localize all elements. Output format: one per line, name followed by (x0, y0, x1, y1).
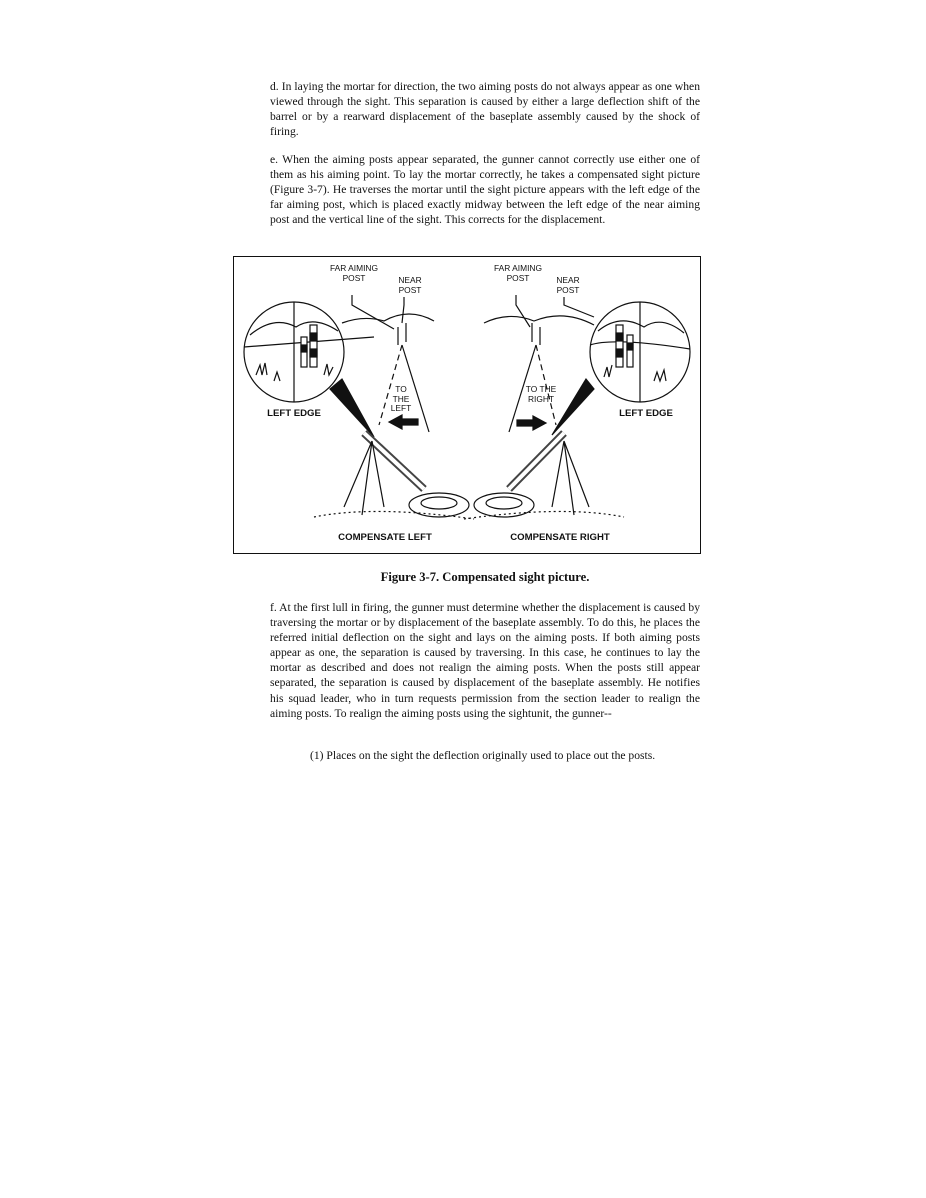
figure-caption: Figure 3-7. Compensated sight picture. (380, 570, 590, 584)
right-near-post-label: NEAR POST (556, 275, 580, 295)
right-direction-label: TO THE RIGHT (525, 384, 557, 404)
compensated-sight-illustration (234, 257, 700, 553)
left-direction-label: TO THE LEFT (390, 384, 412, 414)
paragraph-f: f. At the first lull in firing, the gunner must determine whether the displacement is caused by traversing the mortar or by displacement of the baseplate assembly. To do this, he places the referred initial deflection on the sight and lays on the aiming posts. If both aiming posts appear as one, the separation is caused by traversing. In this case, he continues to lay the mortar as described and does not realign the aiming posts. When the posts still appear separated, the separation is caused by displacement of the baseplate assembly. He notifies his squad leader, who in turn requests permission from the section leader to realign the aiming posts. To realign the aiming posts using the sightunit, the gunner-- (270, 601, 700, 720)
paragraph-d: d. In laying the mortar for direction, the two aiming posts do not always appear as one when viewed through the sight. This separation is caused by either a large deflection shift of the barrel or by a rearward displacement of the baseplate assembly caused by the shock of firing. (270, 80, 700, 139)
paragraph-e: e. When the aiming posts appear separated, the gunner cannot correctly use either one of them as his aiming point. To lay the mortar correctly, he takes a compensated sight picture (Figure 3-7). He traverses the mortar until the sight picture appears with the left edge of the far aiming post, which is placed exactly midway between the left edge of the near aiming post and the vertical line of the sight. This corrects for the displacement. (270, 153, 700, 227)
left-near-post-label: NEAR POST (398, 275, 422, 295)
left-edge-label: LEFT EDGE (267, 408, 321, 419)
figure-3-7 (233, 256, 701, 554)
left-far-aiming-post-label: FAR AIMING POST (330, 263, 378, 283)
compensate-left-title: COMPENSATE LEFT (338, 532, 432, 543)
compensate-right-title: COMPENSATE RIGHT (510, 532, 610, 543)
step-1: (1) Places on the sight the deflection originally used to place out the posts. (310, 749, 656, 762)
right-edge-label: LEFT EDGE (619, 408, 673, 419)
right-far-aiming-post-label: FAR AIMING POST (494, 263, 542, 283)
